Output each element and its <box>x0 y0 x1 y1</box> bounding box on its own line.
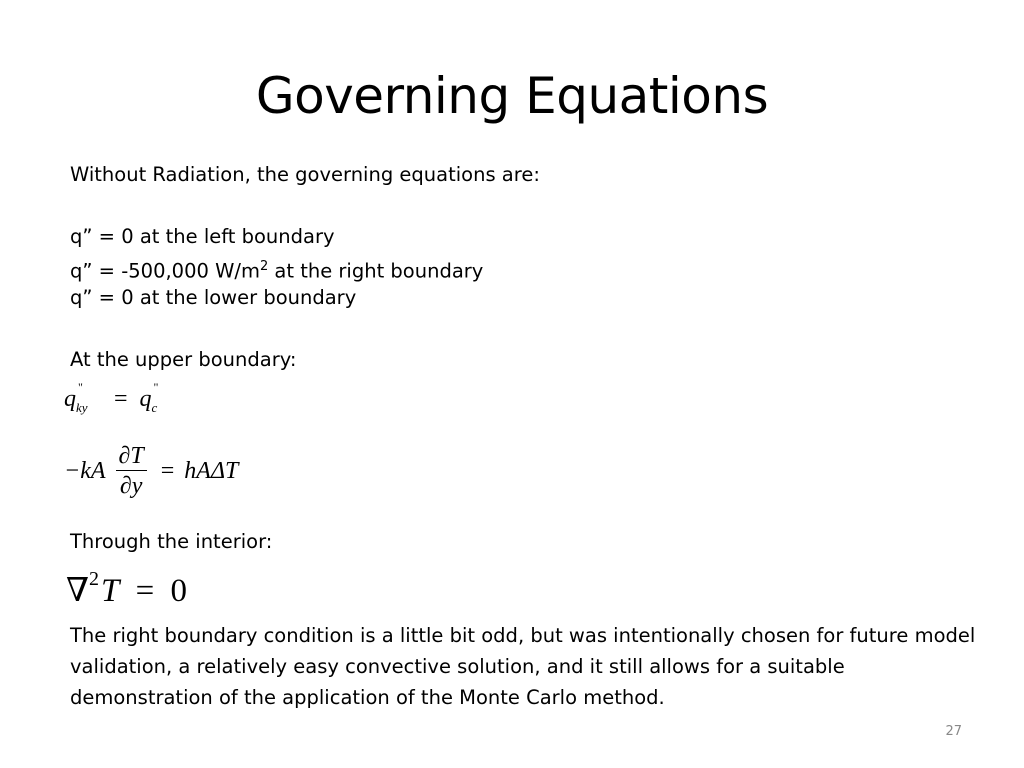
page-number: 27 <box>945 724 962 739</box>
boundary-left <box>70 222 335 252</box>
eq1-rhs-var: q <box>139 386 152 412</box>
boundary-lower <box>70 283 356 313</box>
eq2-lhs-prefix: −kA <box>64 458 106 484</box>
eq2-equals: = <box>160 458 175 484</box>
eq1-lhs-sup: " <box>78 380 83 394</box>
boundary-right-suffix: at the right boundary <box>268 259 484 283</box>
equation-heat-flux-balance <box>64 380 166 415</box>
eq3-nabla: ∇ <box>66 573 90 609</box>
boundary-right <box>70 252 483 287</box>
equation-laplace <box>66 570 187 610</box>
eq3-var: T <box>101 573 120 609</box>
eq2-fraction <box>116 442 147 501</box>
eq2-numerator: ∂T <box>116 442 147 471</box>
eq1-rhs-sub: c <box>151 400 158 415</box>
eq2-rhs: hAΔT <box>184 458 239 484</box>
slide-title: Governing Equations <box>255 67 769 125</box>
eq1-lhs-var: q <box>64 386 76 412</box>
intro-text: Without Radiation, the governing equations are: <box>70 163 540 186</box>
eq3-rhs: 0 <box>170 573 188 609</box>
interior-heading: Through the interior: <box>70 530 273 553</box>
upper-boundary-heading: At the upper boundary: <box>70 348 297 371</box>
eq2-denominator: ∂y <box>119 473 143 499</box>
eq1-equals: = <box>114 386 128 412</box>
boundary-right-exponent: 2 <box>259 259 269 274</box>
eq3-sup: 2 <box>89 568 100 590</box>
boundary-left-text: q” = 0 at the left boundary <box>70 225 335 248</box>
eq3-equals: = <box>135 573 155 609</box>
eq1-rhs-sup: " <box>153 380 159 394</box>
boundary-lower-text: q” = 0 at the lower boundary <box>70 286 357 309</box>
boundary-right-text: q” = -500,000 W/m <box>70 259 260 283</box>
explanation-paragraph: The right boundary condition is a little bit odd, but was intentionally chosen for future model validation, a relatively easy convective solution, and it still allows for a suitable demonstration of the application of the Monte Carlo method. <box>70 624 976 709</box>
equation-convection-boundary <box>64 442 238 501</box>
eq1-lhs-sub: ky <box>76 400 88 415</box>
